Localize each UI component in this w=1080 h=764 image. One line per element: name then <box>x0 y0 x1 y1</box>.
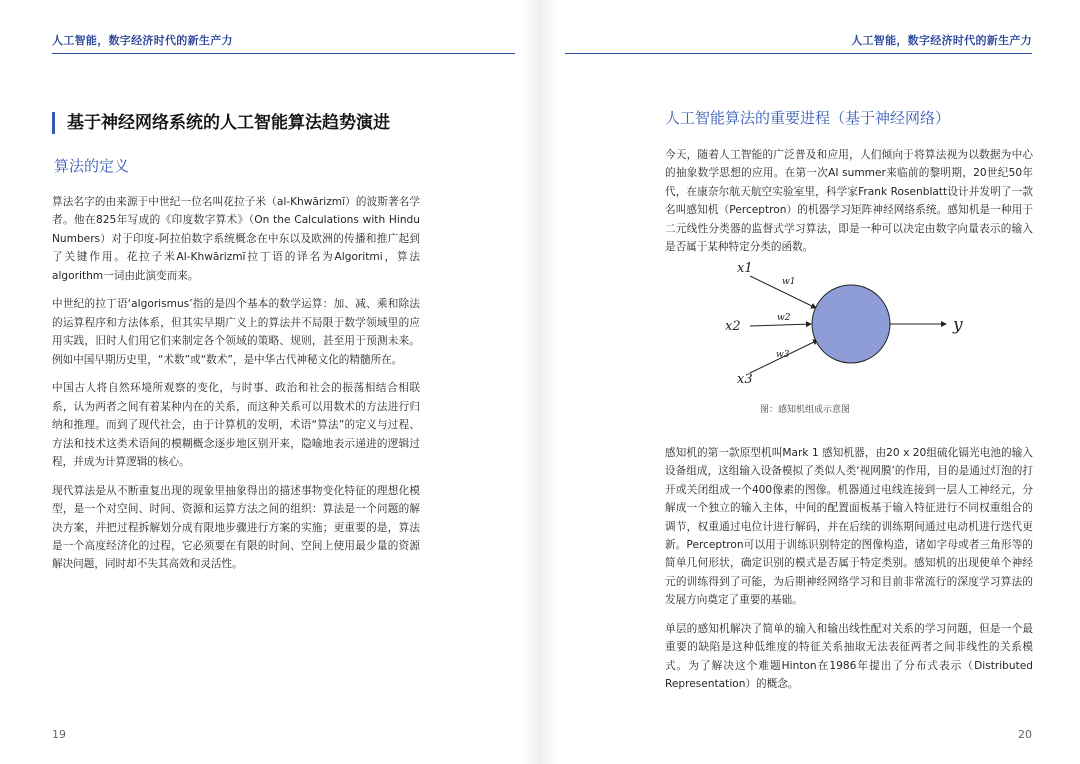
paragraph: 中国古人将自然环境所观察的变化，与时事、政治和社会的振荡相结合相联系，认为两者之间有着某种内在的关系，而这种关系可以用数术的方法进行归纳和推理。而到了现代社会，由于计算机的发明，术语“算法”的定义与过程、方法和技术这类术语间的模糊概念逐步地区别开来，隐喻地表示递进的逻辑过程，并成为计算逻辑的核心。 <box>52 382 420 469</box>
paragraph: 感知机的第一款原型机叫Mark 1 感知机器，由20 x 20组硫化镉光电池的输入设备组成，这组输入设备模拟了类似人类‘视网膜’的作用，目的是通过灯泡的打开或关闭组成一个400像素的图像。机器通过电线连接到一层人工神经元，分解成一个独立的输入主体，中间的配置面板基于输入特征进行不同权重组合的调节，权重通过电位计进行解码，并在后续的训练期间通过电动机进行迭代更新。Perceptron可以用于训练识别特定的图像构造，诸如字母或者三角形等的简单几何形状，确定识别的模式是否属于特定类别。感知机的出现使单个神经元的训练得到了可能，为后期神经网络学习和目前非常流行的深度学习算法的发展方向奠定了重要的基础。 <box>665 447 1033 607</box>
output-label-y: y <box>953 315 963 335</box>
header-rule-right <box>565 53 1032 54</box>
paragraph: 中世纪的拉丁语‘algorismus’指的是四个基本的数学运算：加、减、乘和除法的运算程序和方法体系，但其实早期广义上的算法并不局限于数学领域里的应用实践，旧时人们用它们来制定各个领域的策略、规则，甚至用于预测未来。例如中国早期历史里，“术数”或“数术”，是中华古代神秘文化的精髓所在。 <box>52 298 420 366</box>
input-edge-2 <box>750 324 811 326</box>
header-rule-left <box>52 53 515 54</box>
weight-label-w1: w1 <box>782 277 796 287</box>
perceptron-diagram <box>712 262 982 392</box>
weight-label-w3: w3 <box>776 350 790 360</box>
paragraph: 算法名字的由来源于中世纪一位名叫花拉子米（al-Khwārizmī）的波斯著名学者。他在825年写成的《印度数字算术》（On the Calculations with Hindu Numbers）对于印度-阿拉伯数字系统概念在中东以及欧洲的传播和推广起到了关键作用。花拉子米Al-Khwārizmī拉丁语的译名为Algoritmi，算法algorithm一词由此演变而来。 <box>52 196 420 282</box>
paragraph: 今天，随着人工智能的广泛普及和应用，人们倾向于将算法视为以数据为中心的抽象数学思想的应用。在第一次AI summer来临前的黎明期，20世纪50年代，在康奈尔航天航空实验室里，科学家Frank Rosenblatt设计并发明了一款名叫感知机（Perceptron）的机器学习矩阵神经网络系统。感知机是一种用于二元线性分类器的监督式学习算法，即是一种可以决定由数字向量表示的输入是否属于某种特定分类的函数。 <box>665 149 1033 254</box>
left-body-text <box>52 193 420 584</box>
weight-label-w2: w2 <box>777 313 791 323</box>
input-label-x2: x2 <box>725 319 741 334</box>
running-header-left: 人工智能，数字经济时代的新生产力 <box>52 34 233 47</box>
right-intro-text <box>665 146 1033 267</box>
neuron-node <box>812 285 890 363</box>
page-title: 基于神经网络系统的人工智能算法趋势演进 <box>52 112 390 134</box>
paragraph: 单层的感知机解决了简单的输入和输出线性配对关系的学习问题，但是一个最重要的缺陷是这种低维度的特征关系抽取无法表征两者之间非线性的关系模式。为了解决这个难题Hinton在1986年提出了分布式表示（Distributed Representation）的概念。 <box>665 623 1033 691</box>
page-number-left: 19 <box>52 728 66 741</box>
page-number-right: 20 <box>1018 728 1032 741</box>
figure-caption: 图：感知机组成示意图 <box>760 405 851 415</box>
input-label-x3: x3 <box>737 372 753 387</box>
input-label-x1: x1 <box>737 262 753 276</box>
section-heading-neural-network-progress: 人工智能算法的重要进程（基于神经网络） <box>665 109 951 127</box>
paragraph: 现代算法是从不断重复出现的现象里抽象得出的描述事物变化特征的理想化模型，是一个对空间、时间、资源和运算方法之间的组织：算法是一个问题的解决方案，并把过程拆解划分成有限地步骤进行方案的实施；更重要的是，算法是一个高度经济化的过程，它必须要在有限的时间、空间上使用最少量的资源解决问题，同时却不失其高效和灵活性。 <box>52 484 420 571</box>
right-body-text <box>665 444 1033 704</box>
section-heading-algorithm-definition: 算法的定义 <box>54 157 130 175</box>
page-gutter <box>522 0 558 764</box>
running-header-right: 人工智能，数字经济时代的新生产力 <box>851 34 1032 47</box>
